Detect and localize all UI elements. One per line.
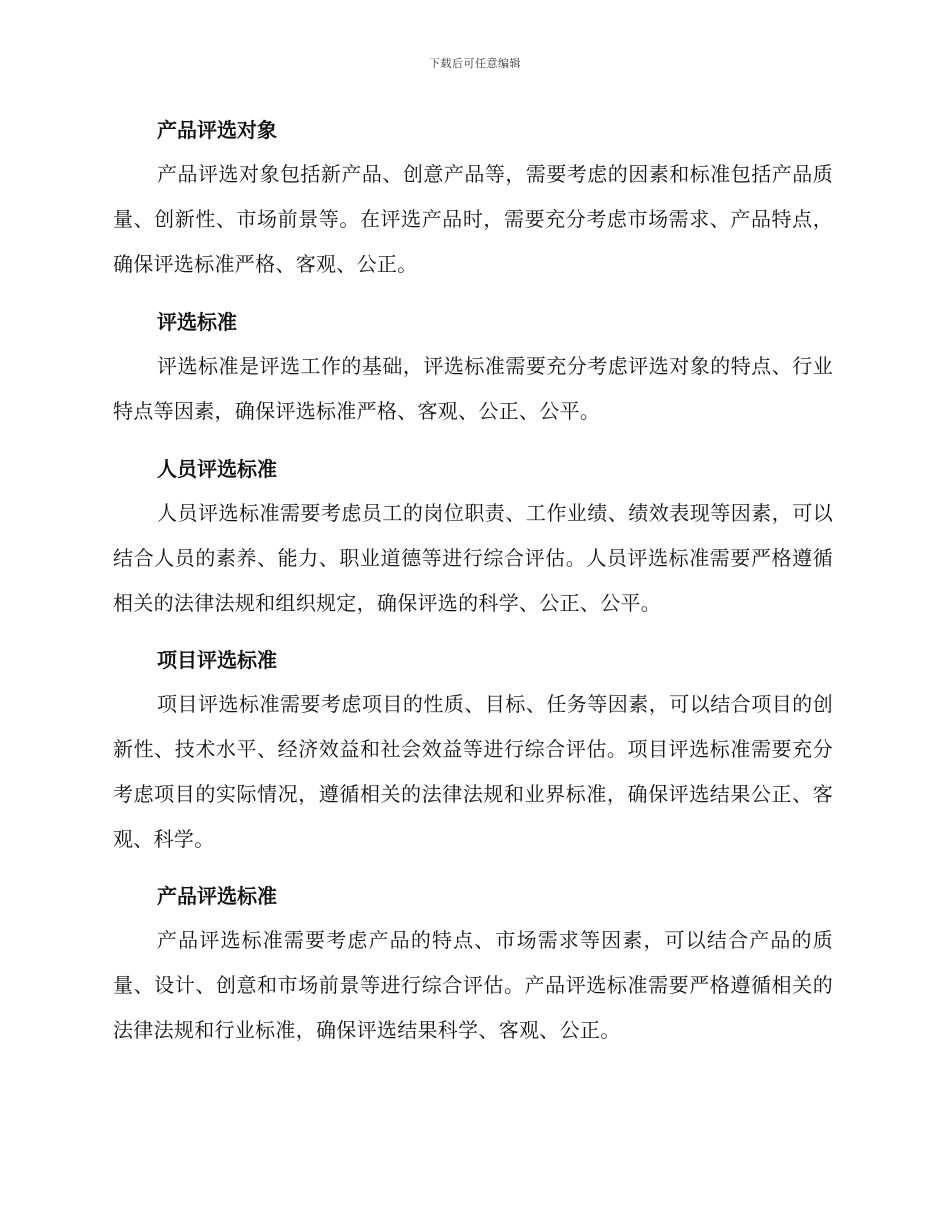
section-heading: 产品评选对象	[157, 118, 277, 142]
document-content	[113, 108, 833, 1065]
section-body: 项目评选标准需要考虑项目的性质、目标、任务等因素，可以结合项目的创新性、技术水平、经济效益和社会效益等进行综合评估。项目评选标准需要充分考虑项目的实际情况，遵循相关的法律法规和业界标准，确保评选结果公正、客观、科学。	[113, 692, 833, 851]
section-heading: 人员评选标准	[157, 457, 277, 481]
section-body: 产品评选标准需要考虑产品的特点、市场需求等因素，可以结合产品的质量、设计、创意和市场前景等进行综合评估。产品评选标准需要严格遵循相关的法律法规和行业标准，确保评选结果科学、客观、公正。	[113, 928, 833, 1042]
section-product-targets	[113, 108, 833, 287]
section-body: 人员评选标准需要考虑员工的岗位职责、工作业绩、绩效表现等因素，可以结合人员的素养、能力、职业道德等进行综合评估。人员评选标准需要严格遵循相关的法律法规和组织规定，确保评选的科学、公正、公平。	[113, 501, 833, 615]
section-heading: 产品评选标准	[157, 884, 277, 908]
header-note: 下载后可任意编辑	[429, 57, 521, 70]
section-criteria	[113, 300, 833, 434]
section-heading: 项目评选标准	[157, 648, 277, 672]
section-project-criteria	[113, 638, 833, 862]
section-product-criteria	[113, 874, 833, 1053]
section-heading: 评选标准	[157, 310, 237, 334]
section-body: 产品评选对象包括新产品、创意产品等，需要考虑的因素和标准包括产品质量、创新性、市场前景等。在评选产品时，需要充分考虑市场需求、产品特点，确保评选标准严格、客观、公正。	[113, 162, 833, 276]
section-personnel-criteria	[113, 447, 833, 626]
section-body: 评选标准是评选工作的基础，评选标准需要充分考虑评选对象的特点、行业特点等因素，确保评选标准严格、客观、公正、公平。	[113, 354, 833, 423]
